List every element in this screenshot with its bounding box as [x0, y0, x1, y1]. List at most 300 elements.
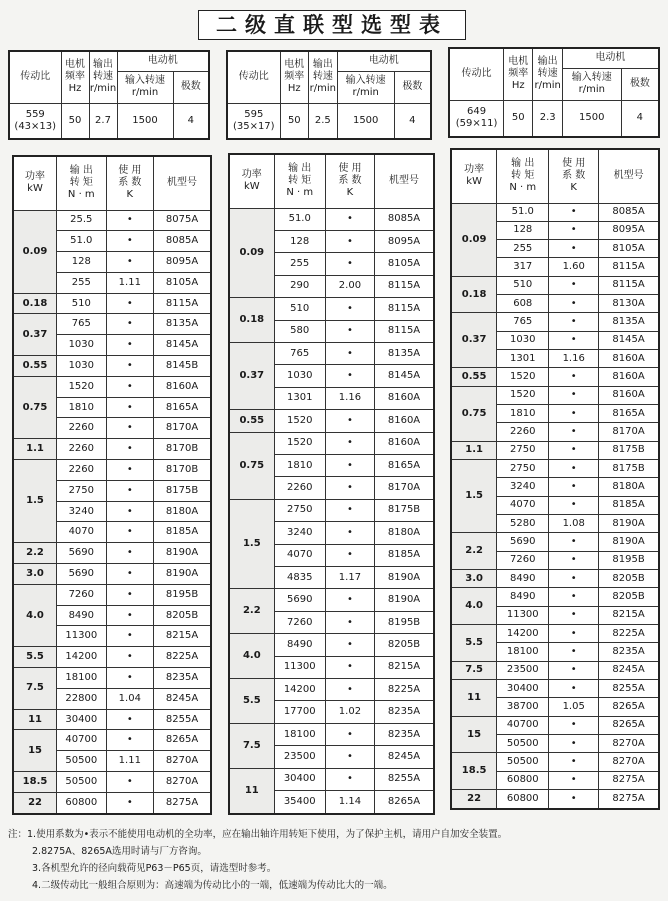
torque-cell: 50500 [497, 753, 549, 771]
torque-cell: 2750 [497, 441, 549, 459]
motor-header: 电动机 [117, 51, 209, 71]
torque-cell: 30400 [497, 680, 549, 698]
table-row [451, 661, 659, 679]
factor-cell: 1.11 [106, 751, 154, 772]
table-row [13, 709, 211, 730]
factor-cell: • [106, 564, 154, 585]
input-speed-header: 输入转速 r/min [117, 71, 173, 103]
model-cell: 8185A [375, 544, 434, 566]
ratio-header: 传动比 [227, 51, 280, 103]
torque-cell: 2260 [57, 439, 107, 460]
power-cell: 22 [451, 790, 497, 810]
factor-cell: • [549, 331, 599, 349]
model-cell: 8115A [599, 258, 659, 276]
table-row [451, 276, 659, 294]
power-cell: 0.55 [451, 368, 497, 386]
model-cell: 8270A [154, 751, 211, 772]
model-cell: 8105A [375, 253, 434, 275]
factor-cell: • [106, 231, 154, 252]
factor-cell: 1.05 [549, 698, 599, 716]
power-cell: 0.75 [229, 432, 274, 499]
model-cell: 8160A [154, 376, 211, 397]
torque-cell: 23500 [274, 746, 325, 768]
model-cell: 8270A [154, 772, 211, 793]
model-cell: 8160A [599, 386, 659, 404]
torque-cell: 608 [497, 295, 549, 313]
torque-cell: 255 [274, 253, 325, 275]
torque-cell: 4070 [274, 544, 325, 566]
torque-cell: 765 [274, 342, 325, 364]
torque-cell: 128 [57, 252, 107, 273]
torque-cell: 1810 [497, 405, 549, 423]
factor-cell: • [325, 253, 374, 275]
power-cell: 2.2 [451, 533, 497, 570]
table-row [13, 584, 211, 605]
torque-cell: 50500 [497, 735, 549, 753]
model-cell: 8180A [154, 501, 211, 522]
input-speed-value: 1500 [562, 100, 621, 137]
torque-cell: 1520 [57, 376, 107, 397]
torque-cell: 8490 [497, 570, 549, 588]
speed-value: 2.3 [533, 100, 562, 137]
torque-header: 输 出 转 矩 N · m [57, 156, 107, 210]
model-cell: 8165A [375, 454, 434, 476]
power-cell: 0.18 [229, 298, 274, 343]
factor-cell: • [325, 522, 374, 544]
power-cell: 0.09 [451, 203, 497, 276]
motor-header: 电动机 [562, 48, 659, 68]
power-header: 功率 kW [229, 154, 274, 208]
torque-cell: 60800 [497, 771, 549, 789]
table-row [451, 386, 659, 404]
factor-cell: 1.14 [325, 791, 374, 814]
torque-cell: 290 [274, 275, 325, 297]
torque-cell: 1030 [497, 331, 549, 349]
model-cell: 8170B [154, 439, 211, 460]
factor-cell: • [549, 680, 599, 698]
factor-cell: • [106, 709, 154, 730]
selection-table-3 [450, 148, 660, 810]
model-cell: 8085A [154, 231, 211, 252]
input-speed-header: 输入转速 r/min [337, 71, 394, 103]
power-cell: 0.37 [13, 314, 57, 356]
table-row [451, 460, 659, 478]
factor-cell: • [549, 441, 599, 459]
freq-header: 电机 频率 Hz [61, 51, 89, 103]
torque-cell: 255 [57, 272, 107, 293]
model-cell: 8275A [154, 792, 211, 814]
torque-cell: 38700 [497, 698, 549, 716]
factor-cell: • [549, 790, 599, 810]
torque-cell: 1301 [497, 350, 549, 368]
factor-cell: • [325, 342, 374, 364]
factor-cell: • [106, 439, 154, 460]
factor-cell: • [549, 368, 599, 386]
power-cell: 0.55 [13, 356, 57, 377]
power-cell: 1.5 [13, 460, 57, 543]
model-cell: 8115A [375, 298, 434, 320]
model-cell: 8190A [599, 515, 659, 533]
factor-cell: • [325, 768, 374, 790]
torque-cell: 30400 [57, 709, 107, 730]
spec-table-2 [226, 50, 432, 140]
model-cell: 8145A [375, 365, 434, 387]
factor-cell: 1.04 [106, 688, 154, 709]
table-row [13, 314, 211, 335]
torque-cell: 5690 [274, 589, 325, 611]
torque-cell: 1520 [497, 386, 549, 404]
factor-cell: 1.16 [549, 350, 599, 368]
model-cell: 8255A [599, 680, 659, 698]
model-cell: 8135A [599, 313, 659, 331]
torque-cell: 1520 [274, 410, 325, 432]
power-cell: 1.5 [451, 460, 497, 533]
motor-header: 电动机 [337, 51, 431, 71]
torque-cell: 3240 [497, 478, 549, 496]
torque-cell: 2750 [497, 460, 549, 478]
factor-cell: • [325, 723, 374, 745]
factor-cell: • [106, 730, 154, 751]
table-row [13, 460, 211, 481]
torque-cell: 35400 [274, 791, 325, 814]
power-cell: 4.0 [451, 588, 497, 625]
model-cell: 8085A [599, 203, 659, 221]
factor-cell: • [106, 252, 154, 273]
ratio-value: 649 (59×11) [449, 100, 504, 137]
factor-cell: • [325, 611, 374, 633]
power-cell: 5.5 [229, 679, 274, 724]
factor-cell: • [325, 320, 374, 342]
torque-cell: 765 [497, 313, 549, 331]
table-row [451, 625, 659, 643]
factor-header: 使 用 系 数 K [325, 154, 374, 208]
table-row [229, 499, 434, 521]
model-cell: 8225A [375, 679, 434, 701]
power-cell: 0.09 [13, 210, 57, 293]
factor-cell: 1.16 [325, 387, 374, 409]
model-cell: 8245A [599, 661, 659, 679]
notes [8, 826, 507, 894]
torque-cell: 8490 [497, 588, 549, 606]
power-cell: 4.0 [13, 584, 57, 646]
factor-cell: • [549, 405, 599, 423]
freq-header: 电机 频率 Hz [280, 51, 309, 103]
table-row [229, 410, 434, 432]
model-cell: 8160A [375, 387, 434, 409]
poles-value: 4 [621, 100, 659, 137]
factor-cell: • [106, 314, 154, 335]
spec-table-3 [448, 47, 660, 138]
torque-cell: 510 [274, 298, 325, 320]
model-cell: 8190A [154, 564, 211, 585]
torque-cell: 50500 [57, 772, 107, 793]
factor-cell: • [325, 656, 374, 678]
table-row [451, 533, 659, 551]
table-row [229, 768, 434, 790]
note-4: 4.二级传动比一般组合原则为：高速端为传动比小的一端，低速端为传动比大的一端。 [32, 880, 393, 891]
torque-cell: 2260 [274, 477, 325, 499]
factor-cell: • [549, 753, 599, 771]
torque-cell: 14200 [57, 647, 107, 668]
torque-cell: 510 [497, 276, 549, 294]
freq-value: 50 [504, 100, 533, 137]
factor-cell: • [325, 208, 374, 230]
freq-value: 50 [61, 103, 89, 139]
torque-cell: 1810 [274, 454, 325, 476]
torque-cell: 18100 [497, 643, 549, 661]
factor-cell: • [549, 716, 599, 734]
factor-header: 使 用 系 数 K [549, 149, 599, 203]
power-cell: 0.09 [229, 208, 274, 298]
model-cell: 8175B [154, 480, 211, 501]
torque-cell: 14200 [274, 679, 325, 701]
factor-cell: • [549, 533, 599, 551]
note-1: 注：1.使用系数为•表示不能使用电动机的全功率，应在输出轴许用转矩下使用，为了保护主机，请用户自加安全装置。 [8, 829, 508, 840]
torque-cell: 1810 [57, 397, 107, 418]
torque-cell: 4070 [57, 522, 107, 543]
power-cell: 1.1 [13, 439, 57, 460]
power-cell: 0.75 [451, 386, 497, 441]
model-cell: 8175B [375, 499, 434, 521]
table-row [451, 790, 659, 810]
power-cell: 0.37 [451, 313, 497, 368]
factor-cell: • [549, 735, 599, 753]
factor-cell: • [325, 544, 374, 566]
model-cell: 8205B [154, 605, 211, 626]
torque-cell: 510 [57, 293, 107, 314]
note-3: 3.各机型允许的径向载荷见P63－P65页，请选型时参考。 [32, 863, 277, 874]
torque-cell: 1301 [274, 387, 325, 409]
model-cell: 8085A [375, 208, 434, 230]
model-cell: 8115A [375, 320, 434, 342]
model-cell: 8255A [375, 768, 434, 790]
factor-cell: • [549, 295, 599, 313]
model-cell: 8105A [599, 240, 659, 258]
model-cell: 8190A [375, 567, 434, 589]
table-row [451, 313, 659, 331]
table-row [229, 298, 434, 320]
table-row [13, 376, 211, 397]
speed-header: 输出 转速 r/min [309, 51, 338, 103]
model-cell: 8185A [599, 496, 659, 514]
table-row [451, 753, 659, 771]
torque-cell: 22800 [57, 688, 107, 709]
model-cell: 8265A [154, 730, 211, 751]
model-cell: 8145A [154, 335, 211, 356]
factor-cell: • [549, 276, 599, 294]
speed-header: 输出 转速 r/min [533, 48, 562, 100]
freq-header: 电机 频率 Hz [504, 48, 533, 100]
table-row [13, 543, 211, 564]
torque-cell: 5690 [57, 564, 107, 585]
power-cell: 7.5 [13, 668, 57, 710]
table-row [13, 730, 211, 751]
power-header: 功率 kW [451, 149, 497, 203]
factor-cell: • [549, 240, 599, 258]
torque-cell: 1520 [497, 368, 549, 386]
model-cell: 8105A [154, 272, 211, 293]
model-cell: 8180A [375, 522, 434, 544]
input-speed-value: 1500 [337, 103, 394, 139]
torque-cell: 40700 [57, 730, 107, 751]
factor-cell: • [106, 605, 154, 626]
table-row [451, 588, 659, 606]
power-cell: 3.0 [13, 564, 57, 585]
factor-cell: • [325, 454, 374, 476]
factor-cell: • [549, 221, 599, 239]
factor-cell: • [549, 771, 599, 789]
torque-cell: 1030 [57, 335, 107, 356]
model-cell: 8170A [599, 423, 659, 441]
model-cell: 8185A [154, 522, 211, 543]
model-cell: 8190A [599, 533, 659, 551]
torque-cell: 11300 [57, 626, 107, 647]
torque-cell: 17700 [274, 701, 325, 723]
model-cell: 8145A [599, 331, 659, 349]
model-cell: 8265A [375, 791, 434, 814]
power-cell: 2.2 [13, 543, 57, 564]
factor-cell: • [106, 210, 154, 231]
model-cell: 8095A [154, 252, 211, 273]
model-cell: 8235A [375, 701, 434, 723]
power-cell: 7.5 [451, 661, 497, 679]
model-cell: 8195B [154, 584, 211, 605]
table-row [13, 210, 211, 231]
factor-cell: • [325, 499, 374, 521]
model-header: 机型号 [599, 149, 659, 203]
factor-cell: 2.00 [325, 275, 374, 297]
torque-cell: 2260 [57, 418, 107, 439]
torque-cell: 23500 [497, 661, 549, 679]
torque-cell: 3240 [274, 522, 325, 544]
factor-cell: • [106, 522, 154, 543]
factor-cell: • [549, 203, 599, 221]
factor-cell: • [549, 625, 599, 643]
power-cell: 15 [451, 716, 497, 753]
model-cell: 8275A [599, 771, 659, 789]
factor-cell: • [106, 418, 154, 439]
factor-cell: • [325, 410, 374, 432]
torque-cell: 4835 [274, 567, 325, 589]
model-cell: 8115A [599, 276, 659, 294]
factor-cell: • [325, 230, 374, 252]
model-cell: 8160A [375, 410, 434, 432]
power-cell: 15 [13, 730, 57, 772]
torque-cell: 11300 [274, 656, 325, 678]
torque-cell: 51.0 [497, 203, 549, 221]
ratio-value: 595 (35×17) [227, 103, 280, 139]
table-row [13, 439, 211, 460]
torque-cell: 1520 [274, 432, 325, 454]
model-cell: 8265A [599, 716, 659, 734]
power-cell: 11 [229, 768, 274, 814]
torque-cell: 3240 [57, 501, 107, 522]
power-cell: 0.37 [229, 342, 274, 409]
model-header: 机型号 [375, 154, 434, 208]
factor-cell: • [549, 643, 599, 661]
model-cell: 8190A [375, 589, 434, 611]
model-cell: 8235A [154, 668, 211, 689]
power-cell: 3.0 [451, 570, 497, 588]
torque-cell: 8490 [274, 634, 325, 656]
spec-table-1 [8, 50, 210, 140]
table-row [229, 589, 434, 611]
factor-cell: 1.02 [325, 701, 374, 723]
speed-value: 2.7 [89, 103, 117, 139]
model-cell: 8160A [375, 432, 434, 454]
model-cell: 8215A [375, 656, 434, 678]
power-header: 功率 kW [13, 156, 57, 210]
factor-cell: • [325, 298, 374, 320]
factor-cell: • [106, 543, 154, 564]
model-cell: 8235A [599, 643, 659, 661]
power-cell: 2.2 [229, 589, 274, 634]
factor-cell: • [325, 432, 374, 454]
model-cell: 8225A [599, 625, 659, 643]
ratio-value: 559 (43×13) [9, 103, 61, 139]
model-cell: 8225A [154, 647, 211, 668]
selection-table-1 [12, 155, 212, 815]
model-cell: 8170A [154, 418, 211, 439]
model-cell: 8275A [599, 790, 659, 810]
torque-cell: 60800 [57, 792, 107, 814]
torque-cell: 7260 [497, 551, 549, 569]
torque-header: 输 出 转 矩 N · m [497, 149, 549, 203]
model-cell: 8095A [599, 221, 659, 239]
torque-cell: 25.5 [57, 210, 107, 231]
table-row [13, 647, 211, 668]
factor-cell: • [106, 480, 154, 501]
torque-cell: 1030 [274, 365, 325, 387]
model-cell: 8245A [154, 688, 211, 709]
power-cell: 1.1 [451, 441, 497, 459]
model-cell: 8145B [154, 356, 211, 377]
model-header: 机型号 [154, 156, 211, 210]
speed-header: 输出 转速 r/min [89, 51, 117, 103]
power-cell: 18.5 [451, 753, 497, 790]
power-cell: 5.5 [13, 647, 57, 668]
factor-cell: • [549, 570, 599, 588]
model-cell: 8180A [599, 478, 659, 496]
model-cell: 8215A [599, 606, 659, 624]
model-cell: 8205B [599, 588, 659, 606]
model-cell: 8205B [599, 570, 659, 588]
power-cell: 4.0 [229, 634, 274, 679]
torque-cell: 60800 [497, 790, 549, 810]
model-cell: 8270A [599, 735, 659, 753]
factor-cell: • [549, 551, 599, 569]
factor-cell: • [106, 376, 154, 397]
torque-cell: 14200 [497, 625, 549, 643]
table-row [451, 203, 659, 221]
model-cell: 8165A [154, 397, 211, 418]
factor-cell: • [106, 501, 154, 522]
model-cell: 8190A [154, 543, 211, 564]
model-cell: 8170A [375, 477, 434, 499]
model-cell: 8075A [154, 210, 211, 231]
table-row [229, 342, 434, 364]
torque-cell: 317 [497, 258, 549, 276]
factor-cell: 1.17 [325, 567, 374, 589]
poles-header: 极数 [621, 68, 659, 100]
model-cell: 8235A [375, 723, 434, 745]
model-cell: 8215A [154, 626, 211, 647]
power-cell: 7.5 [229, 723, 274, 768]
torque-cell: 2750 [274, 499, 325, 521]
poles-header: 极数 [173, 71, 209, 103]
torque-cell: 5690 [497, 533, 549, 551]
torque-cell: 8490 [57, 605, 107, 626]
